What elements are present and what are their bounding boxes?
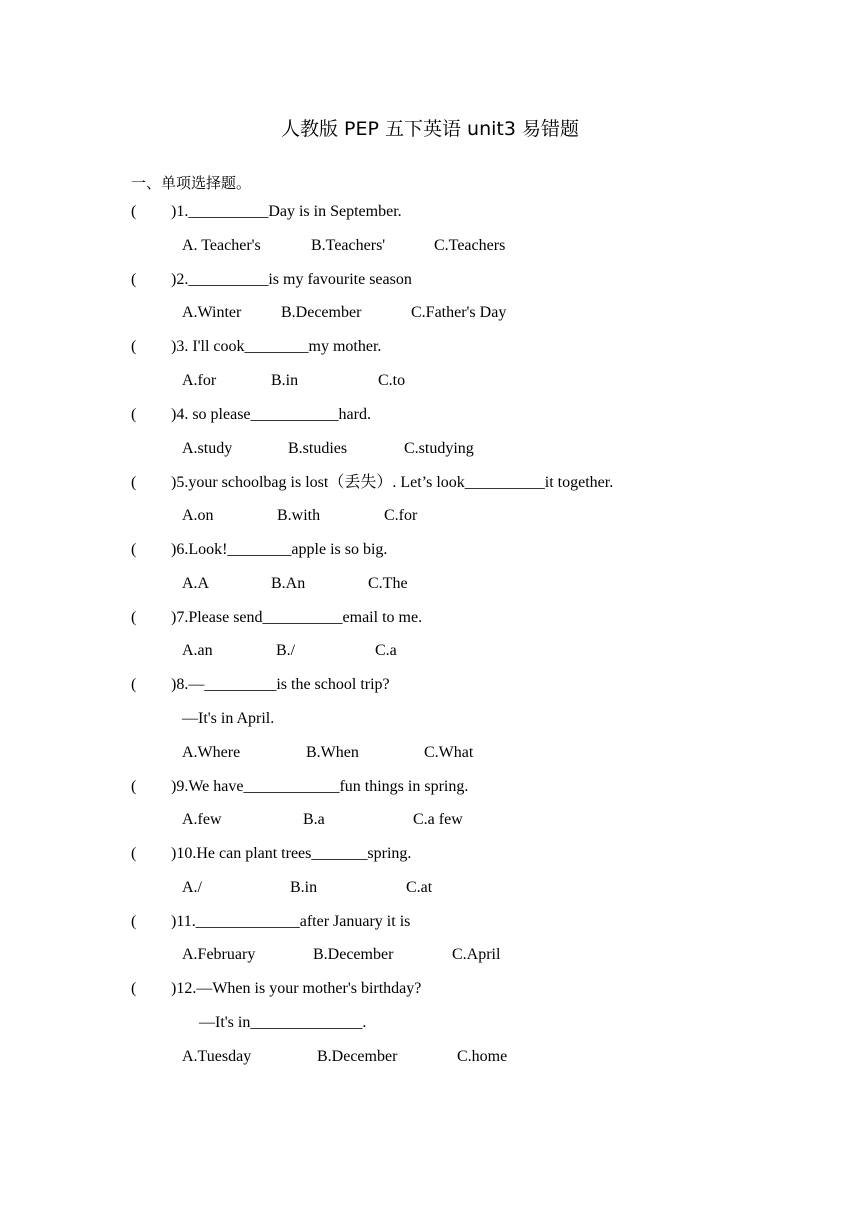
question-stem: )12.—When is your mother's birthday?	[171, 980, 422, 997]
answer-paren: (	[131, 406, 137, 423]
option-a: A.study	[182, 440, 233, 457]
option-b: B.An	[271, 575, 306, 592]
answer-paren: (	[131, 474, 137, 491]
option-b: B.Teachers'	[311, 237, 386, 254]
question-stem: )2.__________is my favourite season	[171, 271, 412, 288]
answer-paren: (	[131, 609, 137, 626]
question-stem: )4. so please___________hard.	[171, 406, 371, 423]
answer-paren: (	[131, 541, 137, 558]
question-stem: )1.__________Day is in September.	[171, 203, 402, 220]
option-c: C.April	[452, 946, 501, 963]
option-a: A.Winter	[182, 304, 242, 321]
answer-paren: (	[131, 980, 137, 997]
option-a: A.on	[182, 507, 214, 524]
question-stem: )5.your schoolbag is lost（丢失）. Let’s look__________it together.	[171, 474, 614, 491]
option-a: A. Teacher's	[182, 237, 261, 254]
answer-paren: (	[131, 271, 137, 288]
option-c: C.What	[424, 744, 474, 761]
answer-paren: (	[131, 913, 137, 930]
option-a: A.February	[182, 946, 256, 963]
question-stem: )3. I'll cook________my mother.	[171, 338, 382, 355]
option-c: C.home	[457, 1048, 508, 1065]
answer-paren: (	[131, 845, 137, 862]
option-c: C.studying	[404, 440, 474, 457]
answer-paren: (	[131, 676, 137, 693]
option-c: C.at	[406, 879, 433, 896]
option-b: B.with	[277, 507, 321, 524]
option-c: C.a	[375, 642, 397, 659]
option-b: B.a	[303, 811, 325, 828]
option-a: A.Where	[182, 744, 241, 761]
question-stem: )8.—_________is the school trip?	[171, 676, 390, 693]
option-a: A.few	[182, 811, 222, 828]
option-c: C.to	[378, 372, 406, 389]
option-c: C.The	[368, 575, 408, 592]
answer-line: —It's in April.	[182, 710, 275, 727]
option-c: C.a few	[413, 811, 463, 828]
answer-paren: (	[131, 778, 137, 795]
question-stem: )9.We have____________fun things in spring.	[171, 778, 469, 795]
option-b: B.When	[306, 744, 359, 761]
option-b: B.in	[290, 879, 318, 896]
page-title: 人教版 PEP 五下英语 unit3 易错题	[281, 118, 579, 140]
answer-paren: (	[131, 203, 137, 220]
option-b: B.December	[313, 946, 394, 963]
answer-paren: (	[131, 338, 137, 355]
question-stem: )10.He can plant trees_______spring.	[171, 845, 412, 862]
option-b: B.in	[271, 372, 299, 389]
option-a: A.Tuesday	[182, 1048, 252, 1065]
option-b: B./	[276, 642, 296, 659]
question-stem: )6.Look!________apple is so big.	[171, 541, 388, 558]
option-a: A.an	[182, 642, 213, 659]
option-c: C.Father's Day	[411, 304, 507, 321]
option-a: A.A	[182, 575, 210, 592]
option-c: C.Teachers	[434, 237, 506, 254]
section-heading: 一、单项选择题。	[131, 174, 252, 192]
option-a: A.for	[182, 372, 217, 389]
option-c: C.for	[384, 507, 418, 524]
question-stem: )7.Please send__________email to me.	[171, 609, 423, 626]
answer-line: —It's in______________.	[199, 1014, 367, 1031]
option-b: B.December	[317, 1048, 398, 1065]
option-b: B.studies	[288, 440, 348, 457]
option-b: B.December	[281, 304, 362, 321]
option-a: A./	[182, 879, 202, 896]
question-stem: )11._____________after January it is	[171, 913, 411, 930]
